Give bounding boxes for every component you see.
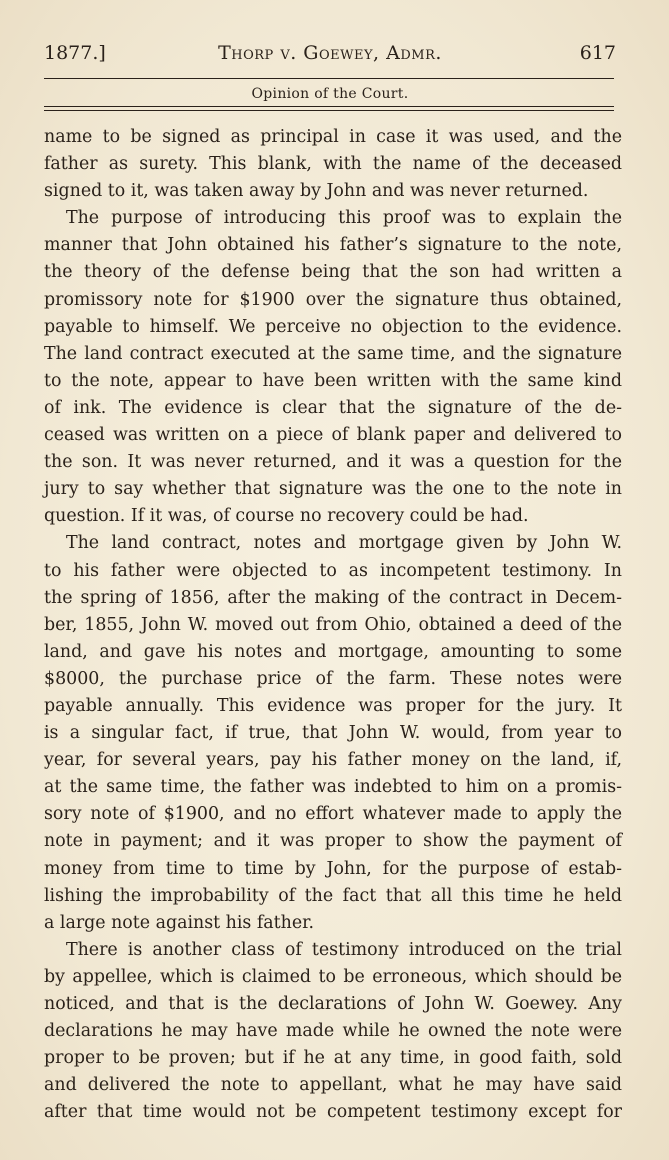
text-line: question. If it was, of course no recovery could be had. [44, 506, 529, 527]
text-line: at the same time, the father was indebted to him on a promis- [44, 777, 622, 798]
section-title: Opinion of the Court. [251, 86, 409, 102]
text-line: There is another class of testimony introduced on the trial [66, 939, 622, 960]
text-line: by appellee, which is claimed to be erroneous, which should be [44, 966, 622, 987]
text-line: the theory of the defense being that the son had written a [44, 262, 622, 283]
text-line: ber, 1855, John W. moved out from Ohio, obtained a deed of the [44, 614, 622, 635]
text-line: signed to it, was taken away by John and was never returned. [44, 181, 589, 202]
header-year: 1877.] [44, 42, 106, 64]
text-line: payable to himself. We perceive no objection to the evidence. [44, 316, 622, 337]
text-line: after that time would not be competent testimony except for [44, 1102, 622, 1123]
text-line: declarations he may have made while he owned the note were [44, 1021, 622, 1042]
header-case-title: Thorp v. Goewey, Admr. [218, 42, 442, 64]
text-line: The land contract, notes and mortgage given by John W. [66, 533, 622, 554]
text-line: payable annually. This evidence was proper for the jury. It [44, 695, 622, 716]
text-line: to the note, appear to have been written with the same kind [44, 370, 622, 391]
text-line: sory note of $1900, and no effort whatever made to apply the [44, 804, 622, 825]
text-line: jury to say whether that signature was the one to the note in [44, 479, 622, 500]
text-line: The land contract executed at the same time, and the signature [44, 343, 622, 364]
text-line: note in payment; and it was proper to show the payment of [44, 831, 622, 852]
text-line: ceased was written on a piece of blank paper and delivered to [44, 425, 622, 446]
text-line: the spring of 1856, after the making of the contract in Decem- [44, 587, 622, 608]
text-line: lishing the improbability of the fact that all this time he held [44, 885, 622, 906]
header-rule [44, 78, 614, 79]
text-line: of ink. The evidence is clear that the signature of the de- [44, 397, 622, 418]
text-line: year, for several years, pay his father money on the land, if, [44, 750, 622, 771]
text-line: proper to be proven; but if he at any time, in good faith, sold [44, 1048, 622, 1069]
text-line: to his father were objected to as incompetent testimony. In [44, 560, 622, 581]
header-page-number: 617 [579, 42, 616, 64]
opinion-text [44, 124, 622, 1126]
section-double-rule [44, 106, 614, 111]
text-line: a large note against his father. [44, 912, 315, 933]
text-line: manner that John obtained his father’s signature to the note, [44, 235, 622, 256]
running-head [44, 42, 616, 70]
text-line: money from time to time by John, for the purpose of estab- [44, 858, 622, 879]
text-line: name to be signed as principal in case it was used, and the [44, 127, 622, 147]
text-line: is a singular fact, if true, that John W. would, from year to [44, 723, 622, 744]
text-line: promissory note for $1900 over the signature thus obtained, [44, 289, 622, 310]
text-line: father as surety. This blank, with the name of the deceased [44, 154, 622, 175]
text-line: $8000, the purchase price of the farm. These notes were [44, 668, 622, 689]
text-line: the son. It was never returned, and it was a question for the [44, 452, 622, 473]
text-line: The purpose of introducing this proof was to explain the [66, 208, 622, 229]
text-line: noticed, and that is the declarations of John W. Goewey. Any [44, 994, 622, 1014]
text-line: land, and gave his notes and mortgage, amounting to some [44, 641, 622, 662]
text-line: and delivered the note to appellant, what he may have said [44, 1075, 622, 1096]
